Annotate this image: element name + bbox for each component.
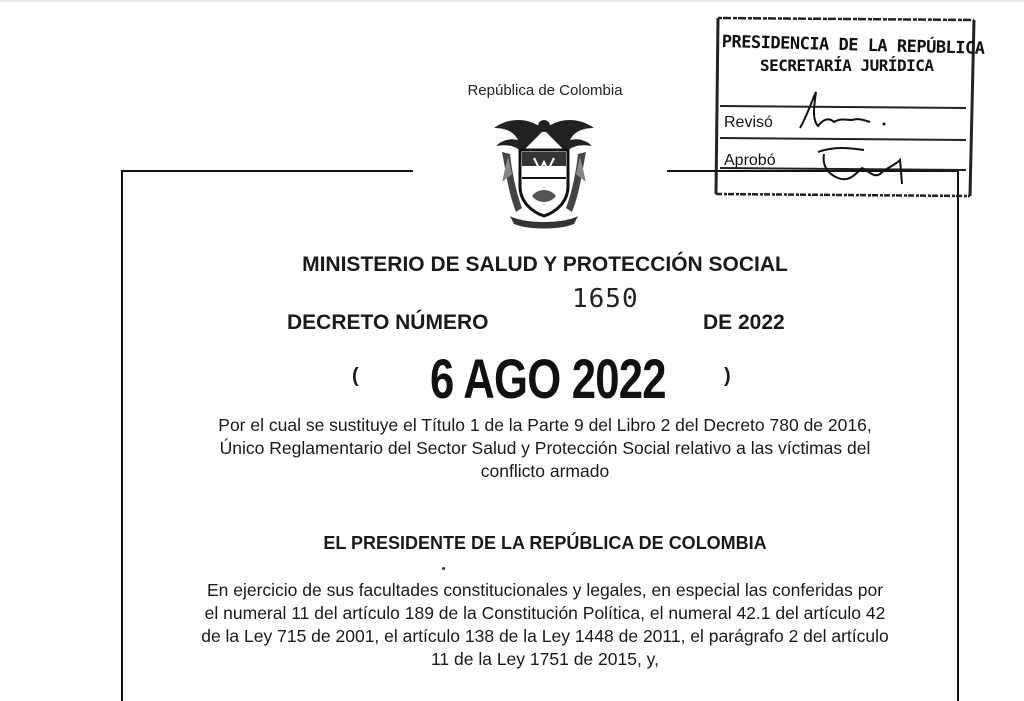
subject-line: conflicto armado [480,461,610,481]
ministerio-heading: MINISTERIO DE SALUD Y PROTECCIÓN SOCIAL [302,253,788,276]
decreto-number: 1650 [572,284,639,314]
date-paren-close: ) [724,365,731,387]
presidencia-stamp [704,14,985,198]
aprobo-signature-icon [814,138,924,188]
decreto-year: DE 2022 [703,311,785,334]
top-edge-line [0,0,1024,2]
scan-speck [442,567,445,570]
republica-header: República de Colombia [467,82,623,99]
stamp-reviso-label: Revisó [724,114,773,131]
subject-line: Por el cual se sustituye el Título 1 de la Parte 9 del Libro 2 del Decreto 780 de 2016, [218,415,872,435]
decree-subject [130,414,960,483]
ejercicio-line: el numeral 11 del artículo 189 de la Constitución Política, el numeral 42.1 del artículo 42 [204,603,886,623]
ejercicio-line: de la Ley 715 de 2001, el artículo 138 de la Ley 1448 de 2011, el parágrafo 2 del artículo [201,626,889,646]
date-paren-open: ( [352,365,359,387]
ejercicio-line: En ejercicio de sus facultades constitucionales y legales, en especial las conferidas por [206,580,884,600]
subject-line: Único Reglamentario del Sector Salud y Protección Social relativo a las víctimas del [219,438,871,458]
frame-top-left [121,170,413,172]
stamp-presidencia-text: PRESIDENCIA DE LA REPÚBLICA [721,32,985,59]
coat-of-arms-icon [488,112,600,230]
stamp-secretaria-text: SECRETARÍA JURÍDICA [760,56,934,75]
ejercicio-paragraph [120,579,970,671]
reviso-signature-icon [790,84,900,134]
date-stamp: 6 AGO 2022 [430,347,666,410]
decreto-label: DECRETO NÚMERO [287,311,489,334]
ejercicio-line: 11 de la Ley 1751 de 2015, y, [430,649,659,669]
presidente-heading: EL PRESIDENTE DE LA REPÚBLICA DE COLOMBIA [323,533,767,553]
stamp-aprobo-label: Aprobó [724,152,776,169]
